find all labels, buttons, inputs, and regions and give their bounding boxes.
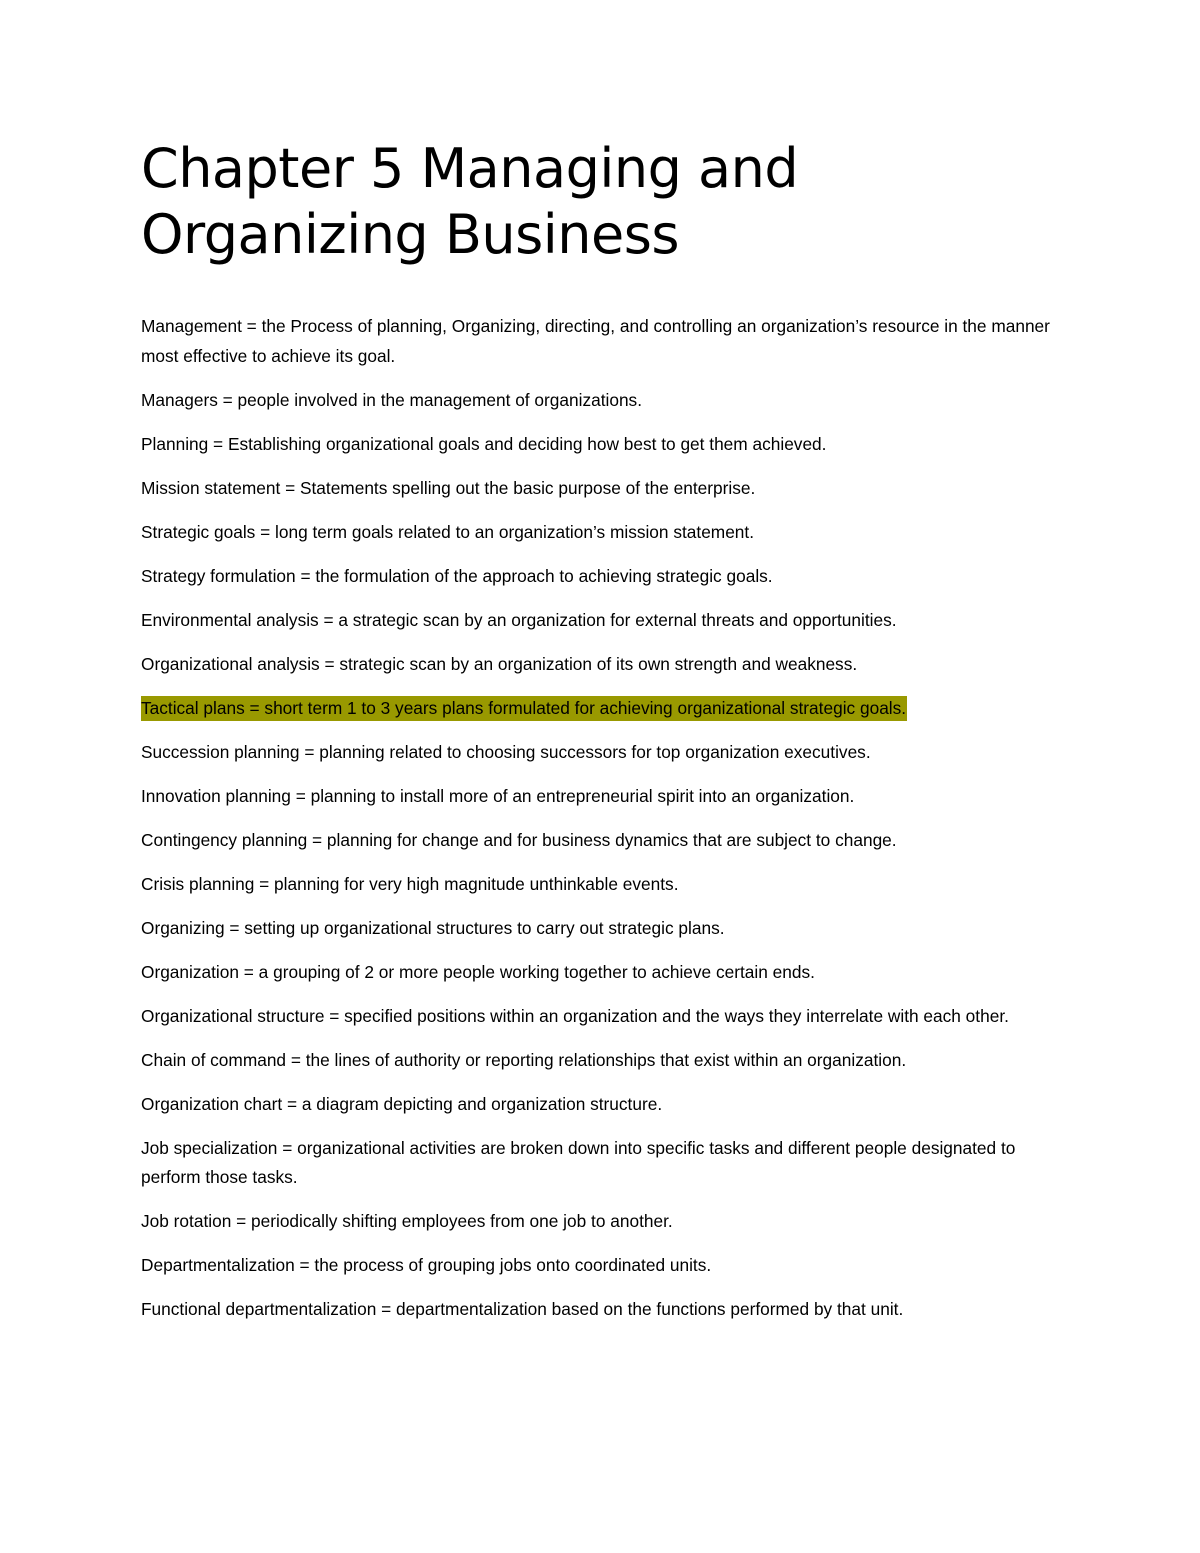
definition-innovation-planning: Innovation planning = planning to install more of an entrepreneurial spirit into an organization. bbox=[141, 785, 855, 806]
definition-mission-statement: Mission statement = Statements spelling out the basic purpose of the enterprise. bbox=[141, 477, 756, 498]
definition-succession-planning: Succession planning = planning related to choosing successors for top organization executives. bbox=[141, 741, 871, 762]
definition-contingency-planning: Contingency planning = planning for change and for business dynamics that are subject to change. bbox=[141, 829, 897, 850]
definition-strategy-formulation: Strategy formulation = the formulation of the approach to achieving strategic goals. bbox=[141, 565, 773, 586]
definition-crisis-planning: Crisis planning = planning for very high magnitude unthinkable events. bbox=[141, 873, 679, 894]
definition-organizational-structure: Organizational structure = specified positions within an organization and the ways they interrelate with each other. bbox=[141, 1005, 1009, 1026]
definition-departmentalization: Departmentalization = the process of grouping jobs onto coordinated units. bbox=[141, 1255, 712, 1275]
definition-managers: Managers = people involved in the management of organizations. bbox=[141, 389, 642, 410]
highlighted-definition-tactical-plans: Tactical plans = short term 1 to 3 years plans formulated for achieving organizational strategic goals. bbox=[141, 696, 907, 721]
definition-strategic-goals: Strategic goals = long term goals related to an organization’s mission statement. bbox=[141, 521, 755, 542]
definitions-list bbox=[141, 312, 1066, 1339]
definition-job-specialization: Job specialization = organizational activities are broken down into specific tasks and different people designated to perform those tasks. bbox=[141, 1137, 1016, 1187]
definition-organization-chart: Organization chart = a diagram depicting and organization structure. bbox=[141, 1093, 663, 1114]
definition-management: Management = the Process of planning, Organizing, directing, and controlling an organization’s resource in the manner most effective to achieve its goal. bbox=[141, 316, 1050, 366]
definition-job-rotation: Job rotation = periodically shifting employees from one job to another. bbox=[141, 1211, 673, 1231]
definition-planning: Planning = Establishing organizational goals and deciding how best to get them achieved. bbox=[141, 433, 827, 454]
definition-environmental-analysis: Environmental analysis = a strategic scan by an organization for external threats and opportunities. bbox=[141, 609, 897, 630]
definition-chain-of-command: Chain of command = the lines of authority or reporting relationships that exist within an organization. bbox=[141, 1049, 907, 1070]
definition-organization: Organization = a grouping of 2 or more people working together to achieve certain ends. bbox=[141, 961, 815, 982]
definition-organizing: Organizing = setting up organizational structures to carry out strategic plans. bbox=[141, 917, 725, 938]
definition-organizational-analysis: Organizational analysis = strategic scan by an organization of its own strength and weakness. bbox=[141, 653, 858, 674]
page-title: Chapter 5 Managing and Organizing Business bbox=[141, 137, 799, 266]
definition-functional-departmentalization: Functional departmentalization = departmentalization based on the functions performed by that unit. bbox=[141, 1299, 904, 1319]
definition-tactical-plans-paragraph bbox=[141, 694, 1066, 724]
